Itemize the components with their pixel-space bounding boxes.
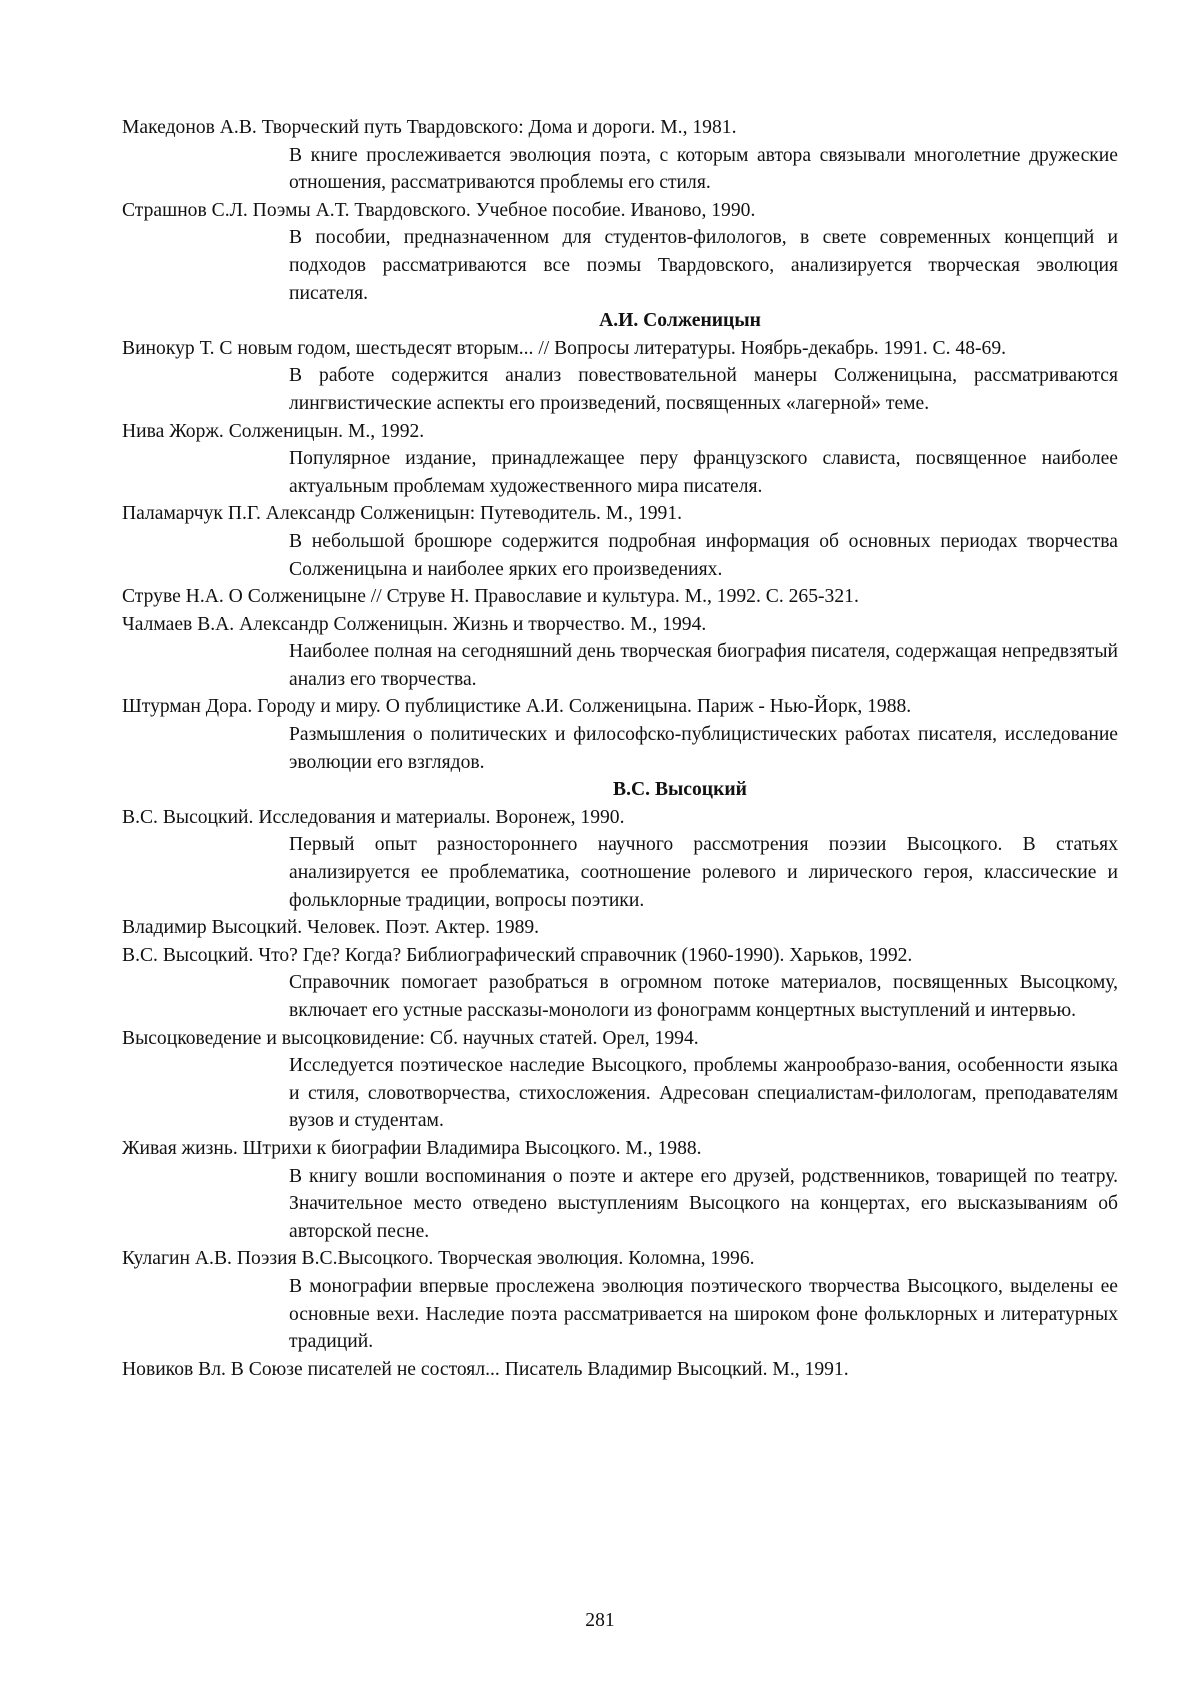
reference-text: Штурман Дора. Городу и миру. О публицистике А.И. Солженицына. Париж - Нью-Йорк, 1988. <box>122 696 912 718</box>
reference-text: В.С. Высоцкий. Что? Где? Когда? Библиографический справочник (1960-1990). Харьков, 1992. <box>122 944 913 966</box>
bibliography-page <box>122 114 1118 1383</box>
bibliography-entry <box>122 942 1118 1025</box>
bibliography-entry <box>122 114 1118 197</box>
reference-text: Нива Жорж. Солженицын. М., 1992. <box>122 420 425 442</box>
reference-text: В.С. Высоцкий. Исследования и материалы. Воронеж, 1990. <box>122 806 625 828</box>
reference-text: Винокур Т. С новым годом, шестьдесят вторым... // Вопросы литературы. Ноябрь-декабрь. 1991. С. 48-69. <box>122 337 1007 359</box>
annotation-text: В пособии, предназначенном для студентов-филологов, в свете современных концепций и подходов рассматриваются все поэмы Твардовского, анализируется творческая эволюция писателя. <box>289 227 1118 304</box>
bibliography-entry <box>122 1356 1118 1384</box>
annotation-text: Наиболее полная на сегодняшний день творческая биография писателя, содержащая непредвзятый анализ его творчества. <box>289 641 1118 690</box>
bibliography-entry <box>122 611 1118 694</box>
bibliography-entry <box>122 1025 1118 1135</box>
bibliography-list <box>122 114 1118 1383</box>
annotation-text: Размышления о политических и философско-публицистических работах писателя, исследование эволюции его взглядов. <box>289 724 1118 773</box>
bibliography-entry <box>122 914 1118 942</box>
annotation-text: В небольшой брошюре содержится подробная информация об основных периодах творчества Солженицына и наиболее ярких его произведениях. <box>289 530 1118 580</box>
bibliography-entry <box>122 197 1118 307</box>
bibliography-entry <box>122 804 1118 914</box>
bibliography-entry <box>122 1245 1118 1355</box>
bibliography-entry <box>122 693 1118 776</box>
bibliography-entry <box>122 1135 1118 1245</box>
bibliography-entry <box>122 500 1118 583</box>
bibliography-entry <box>122 583 1118 611</box>
annotation-text: В работе содержится анализ повествовательной манеры Солженицына, рассматриваются лингвистические аспекты его произведений, посвященных «лагерной» теме. <box>289 365 1118 414</box>
section-heading: А.И. Солженицын <box>599 310 761 332</box>
annotation-text: В монографии впервые прослежена эволюция поэтического творчества Высоцкого, выделены ее основные вехи. Наследие поэта рассматривается на широком фоне фольклорных и литературных традиций. <box>289 1275 1118 1353</box>
annotation-text: Справочник помогает разобраться в огромном потоке материалов, посвященных Высоцкому, включает его устные рассказы-монологи из фонограмм концертных выступлений и интервью. <box>289 972 1118 1021</box>
reference-text: Кулагин А.В. Поэзия В.С.Высоцкого. Творческая эволюция. Коломна, 1996. <box>122 1248 755 1270</box>
reference-text: Живая жизнь. Штрихи к биографии Владимира Высоцкого. М., 1988. <box>122 1137 702 1159</box>
bibliography-entry <box>122 335 1118 418</box>
reference-text: Струве Н.А. О Солженицыне // Струве Н. Православие и культура. М., 1992. С. 265-321. <box>122 586 859 608</box>
bibliography-entry <box>122 418 1118 501</box>
section-heading: В.С. Высоцкий <box>613 779 747 801</box>
reference-text: Чалмаев В.А. Александр Солженицын. Жизнь и творчество. М., 1994. <box>122 613 707 635</box>
reference-text: Паламарчук П.Г. Александр Солженицын: Путеводитель. М., 1991. <box>122 503 683 525</box>
annotation-text: Популярное издание, принадлежащее перу французского слависта, посвященное наиболее актуальным проблемам художественного мира писателя. <box>289 448 1118 497</box>
reference-text: Владимир Высоцкий. Человек. Поэт. Актер. 1989. <box>122 917 540 939</box>
annotation-text: Первый опыт разностороннего научного рассмотрения поэзии Высоцкого. В статьях анализируется ее проблематика, соотношение ролевого и лирического героя, классические и фольклорные традиции, вопросы поэтики. <box>289 834 1118 911</box>
reference-text: Страшнов С.Л. Поэмы А.Т. Твардовского. Учебное пособие. Иваново, 1990. <box>122 199 756 221</box>
annotation-text: В книгу вошли воспоминания о поэте и актере его друзей, родственников, товарищей по театру. Значительное место отведено выступлениям Высоцкого на концертах, его высказываниям об авторской песне. <box>289 1165 1118 1242</box>
annotation-text: Исследуется поэтическое наследие Высоцкого, проблемы жанрообразо-вания, особенности языка и стиля, словотворчества, стихосложения. Адресован специалистам-филологам, преподавателям вузов и студентам. <box>289 1055 1118 1132</box>
page-number: 281 <box>585 1610 615 1631</box>
annotation-text: В книге прослеживается эволюция поэта, с которым автора связывали многолетние дружеские отношения, рассматриваются проблемы его стиля. <box>289 144 1118 194</box>
reference-text: Высоцковедение и высоцковидение: Сб. научных статей. Орел, 1994. <box>122 1027 699 1049</box>
reference-text: Македонов А.В. Творческий путь Твардовского: Дома и дороги. М., 1981. <box>122 117 737 138</box>
reference-text: Новиков Вл. В Союзе писателей не состоял... Писатель Владимир Высоцкий. М., 1991. <box>122 1358 849 1380</box>
